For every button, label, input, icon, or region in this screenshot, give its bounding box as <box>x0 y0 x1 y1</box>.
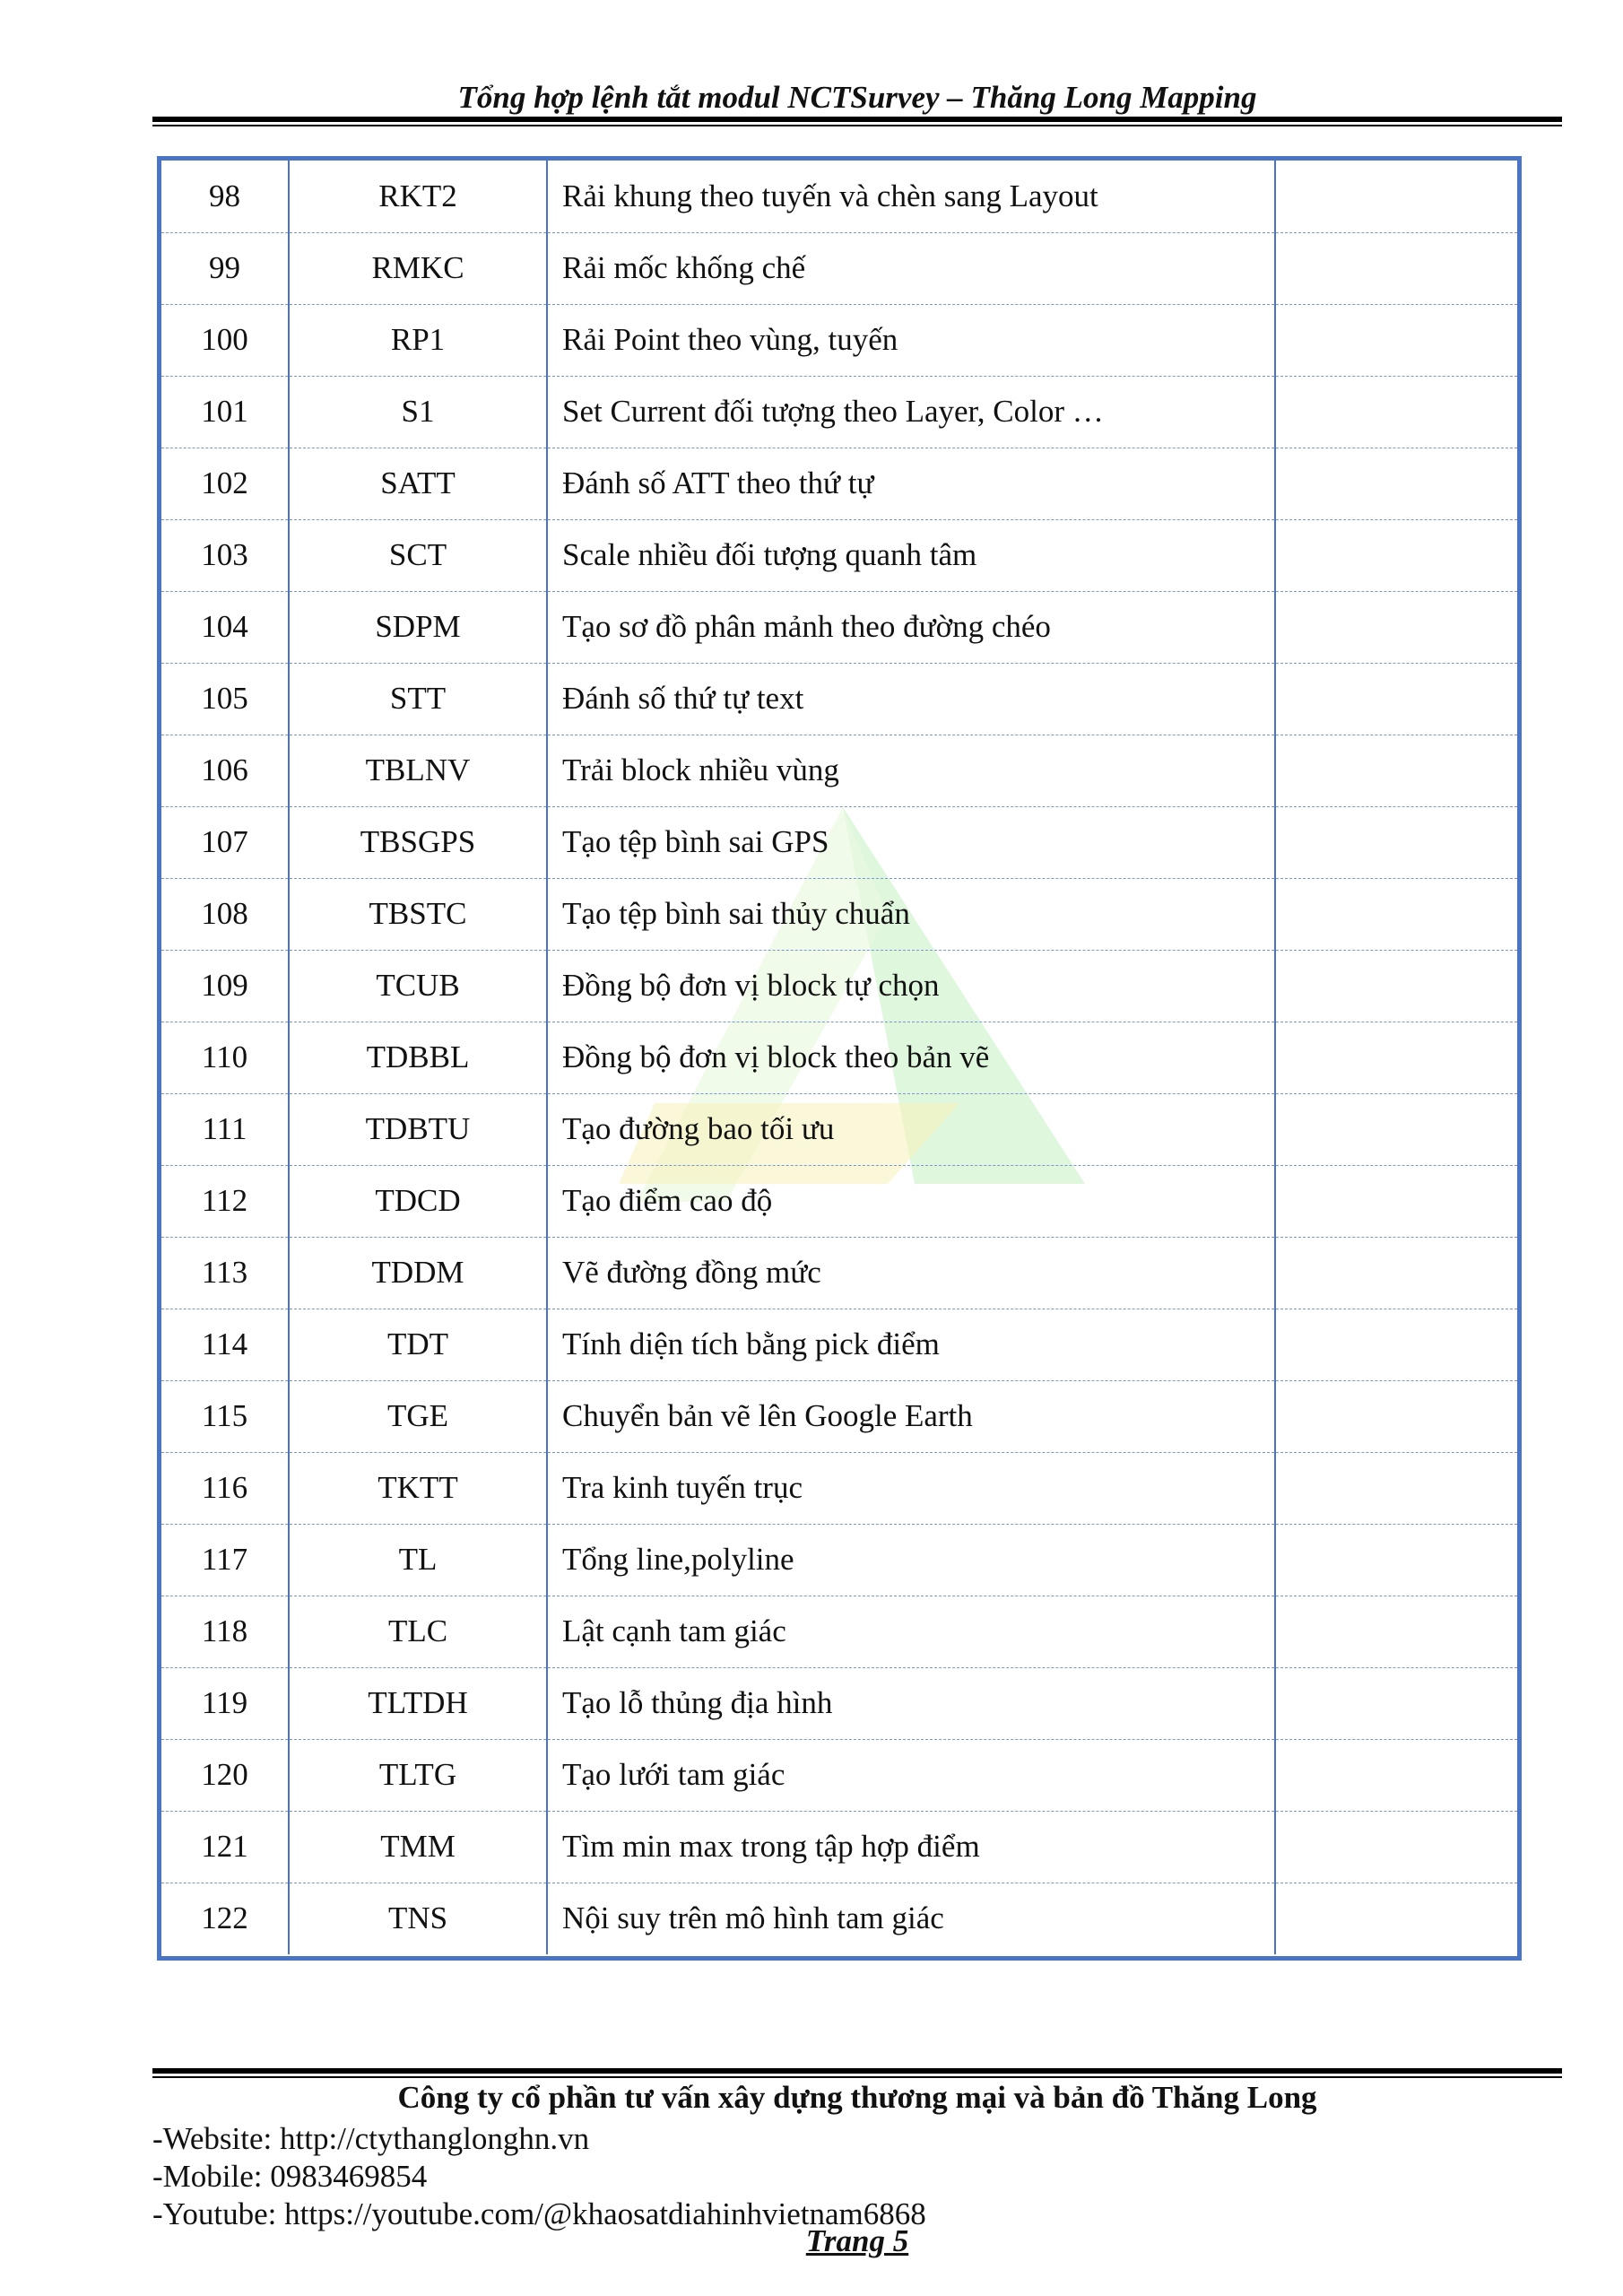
stt-cell: 116 <box>161 1452 289 1524</box>
table-row <box>161 519 1517 591</box>
description-cell: Nội suy trên mô hình tam giác <box>547 1883 1275 1954</box>
description-cell: Tính diện tích bằng pick điểm <box>547 1309 1275 1380</box>
command-cell: S1 <box>289 376 547 448</box>
description-cell: Tạo đường bao tối ưu <box>547 1093 1275 1165</box>
description-cell: Tạo điểm cao độ <box>547 1165 1275 1237</box>
page-number: Trang 5 <box>805 2223 909 2258</box>
command-cell: TDDM <box>289 1237 547 1309</box>
note-cell <box>1275 1739 1517 1811</box>
command-cell: TGE <box>289 1380 547 1452</box>
table-row <box>161 806 1517 878</box>
description-cell: Tra kinh tuyến trục <box>547 1452 1275 1524</box>
stt-cell: 105 <box>161 663 289 735</box>
command-cell: TCUB <box>289 950 547 1022</box>
youtube-line: -Youtube: https://youtube.com/@khaosatdiahinhvietnam6868 <box>152 2196 926 2231</box>
description-cell: Set Current đối tượng theo Layer, Color … <box>547 376 1275 448</box>
table-row <box>161 304 1517 376</box>
description-cell: Rải Point theo vùng, tuyến <box>547 304 1275 376</box>
note-cell <box>1275 376 1517 448</box>
note-cell <box>1275 1524 1517 1596</box>
table-row <box>161 663 1517 735</box>
footer-rule-thick <box>152 2068 1562 2074</box>
command-cell: TDT <box>289 1309 547 1380</box>
note-cell <box>1275 663 1517 735</box>
table-row <box>161 1237 1517 1309</box>
command-cell: TLTG <box>289 1739 547 1811</box>
note-cell <box>1275 232 1517 304</box>
table-row <box>161 1022 1517 1093</box>
website-line: -Website: http://ctythanglonghn.vn <box>152 2121 590 2156</box>
stt-cell: 112 <box>161 1165 289 1237</box>
description-cell: Tìm min max trong tập hợp điểm <box>547 1811 1275 1883</box>
header-rule-thick <box>152 117 1562 122</box>
note-cell <box>1275 878 1517 950</box>
table-row <box>161 1883 1517 1954</box>
table-row <box>161 1380 1517 1452</box>
stt-cell: 104 <box>161 591 289 663</box>
table-row <box>161 448 1517 519</box>
description-cell: Vẽ đường đồng mức <box>547 1237 1275 1309</box>
description-cell: Rải khung theo tuyến và chèn sang Layout <box>547 161 1275 232</box>
description-cell: Đánh số thứ tự text <box>547 663 1275 735</box>
table-row <box>161 950 1517 1022</box>
table-row <box>161 161 1517 232</box>
note-cell <box>1275 519 1517 591</box>
description-cell: Chuyển bản vẽ lên Google Earth <box>547 1380 1275 1452</box>
note-cell <box>1275 950 1517 1022</box>
table-row <box>161 1811 1517 1883</box>
command-cell: RKT2 <box>289 161 547 232</box>
description-cell: Lật cạnh tam giác <box>547 1596 1275 1667</box>
stt-cell: 120 <box>161 1739 289 1811</box>
table-row <box>161 1524 1517 1596</box>
stt-cell: 106 <box>161 735 289 806</box>
note-cell <box>1275 1452 1517 1524</box>
table-row <box>161 1739 1517 1811</box>
command-table <box>157 156 1522 1961</box>
note-cell <box>1275 161 1517 232</box>
command-cell: TBSGPS <box>289 806 547 878</box>
command-cell: SDPM <box>289 591 547 663</box>
description-cell: Trải block nhiều vùng <box>547 735 1275 806</box>
description-cell: Đồng bộ đơn vị block tự chọn <box>547 950 1275 1022</box>
table-row <box>161 1667 1517 1739</box>
note-cell <box>1275 1380 1517 1452</box>
command-cell: TDBBL <box>289 1022 547 1093</box>
stt-cell: 103 <box>161 519 289 591</box>
table-row <box>161 878 1517 950</box>
stt-cell: 121 <box>161 1811 289 1883</box>
note-cell <box>1275 304 1517 376</box>
stt-cell: 117 <box>161 1524 289 1596</box>
note-cell <box>1275 1811 1517 1883</box>
stt-cell: 114 <box>161 1309 289 1380</box>
command-cell: TDBTU <box>289 1093 547 1165</box>
description-cell: Đồng bộ đơn vị block theo bản vẽ <box>547 1022 1275 1093</box>
stt-cell: 102 <box>161 448 289 519</box>
note-cell <box>1275 735 1517 806</box>
table-row <box>161 376 1517 448</box>
table-row <box>161 1596 1517 1667</box>
description-cell: Đánh số ATT theo thứ tự <box>547 448 1275 519</box>
table-row <box>161 591 1517 663</box>
stt-cell: 98 <box>161 161 289 232</box>
stt-cell: 113 <box>161 1237 289 1309</box>
note-cell <box>1275 1237 1517 1309</box>
stt-cell: 99 <box>161 232 289 304</box>
page-header-title: Tổng hợp lệnh tắt modul NCTSurvey – Thăng Long Mapping <box>457 80 1257 115</box>
command-cell: TDCD <box>289 1165 547 1237</box>
description-cell: Tạo tệp bình sai GPS <box>547 806 1275 878</box>
command-cell: TLTDH <box>289 1667 547 1739</box>
stt-cell: 122 <box>161 1883 289 1954</box>
mobile-line: -Mobile: 0983469854 <box>152 2159 428 2194</box>
command-cell: TBLNV <box>289 735 547 806</box>
command-table-body <box>161 161 1517 1954</box>
description-cell: Tạo sơ đồ phân mảnh theo đường chéo <box>547 591 1275 663</box>
note-cell <box>1275 806 1517 878</box>
stt-cell: 118 <box>161 1596 289 1667</box>
description-cell: Tổng line,polyline <box>547 1524 1275 1596</box>
header-rule-thin <box>152 125 1562 126</box>
note-cell <box>1275 1165 1517 1237</box>
note-cell <box>1275 1093 1517 1165</box>
note-cell <box>1275 1883 1517 1954</box>
command-cell: RP1 <box>289 304 547 376</box>
table-row <box>161 1309 1517 1380</box>
command-cell: TLC <box>289 1596 547 1667</box>
stt-cell: 100 <box>161 304 289 376</box>
note-cell <box>1275 1022 1517 1093</box>
table-row <box>161 1093 1517 1165</box>
description-cell: Tạo lỗ thủng địa hình <box>547 1667 1275 1739</box>
command-cell: SATT <box>289 448 547 519</box>
command-cell: TNS <box>289 1883 547 1954</box>
stt-cell: 108 <box>161 878 289 950</box>
table-row <box>161 232 1517 304</box>
command-cell: TKTT <box>289 1452 547 1524</box>
note-cell <box>1275 1309 1517 1380</box>
note-cell <box>1275 1667 1517 1739</box>
description-cell: Tạo tệp bình sai thủy chuẩn <box>547 878 1275 950</box>
stt-cell: 115 <box>161 1380 289 1452</box>
description-cell: Tạo lưới tam giác <box>547 1739 1275 1811</box>
stt-cell: 109 <box>161 950 289 1022</box>
table-row <box>161 1165 1517 1237</box>
stt-cell: 119 <box>161 1667 289 1739</box>
stt-cell: 111 <box>161 1093 289 1165</box>
note-cell <box>1275 1596 1517 1667</box>
stt-cell: 110 <box>161 1022 289 1093</box>
stt-cell: 101 <box>161 376 289 448</box>
command-cell: TL <box>289 1524 547 1596</box>
command-cell: RMKC <box>289 232 547 304</box>
command-cell: TMM <box>289 1811 547 1883</box>
table-row <box>161 1452 1517 1524</box>
stt-cell: 107 <box>161 806 289 878</box>
note-cell <box>1275 448 1517 519</box>
command-cell: STT <box>289 663 547 735</box>
command-cell: TBSTC <box>289 878 547 950</box>
company-name: Công ty cổ phần tư vấn xây dựng thương mại và bản đồ Thăng Long <box>397 2080 1317 2115</box>
description-cell: Rải mốc khống chế <box>547 232 1275 304</box>
description-cell: Scale nhiều đối tượng quanh tâm <box>547 519 1275 591</box>
command-cell: SCT <box>289 519 547 591</box>
note-cell <box>1275 591 1517 663</box>
table-row <box>161 735 1517 806</box>
